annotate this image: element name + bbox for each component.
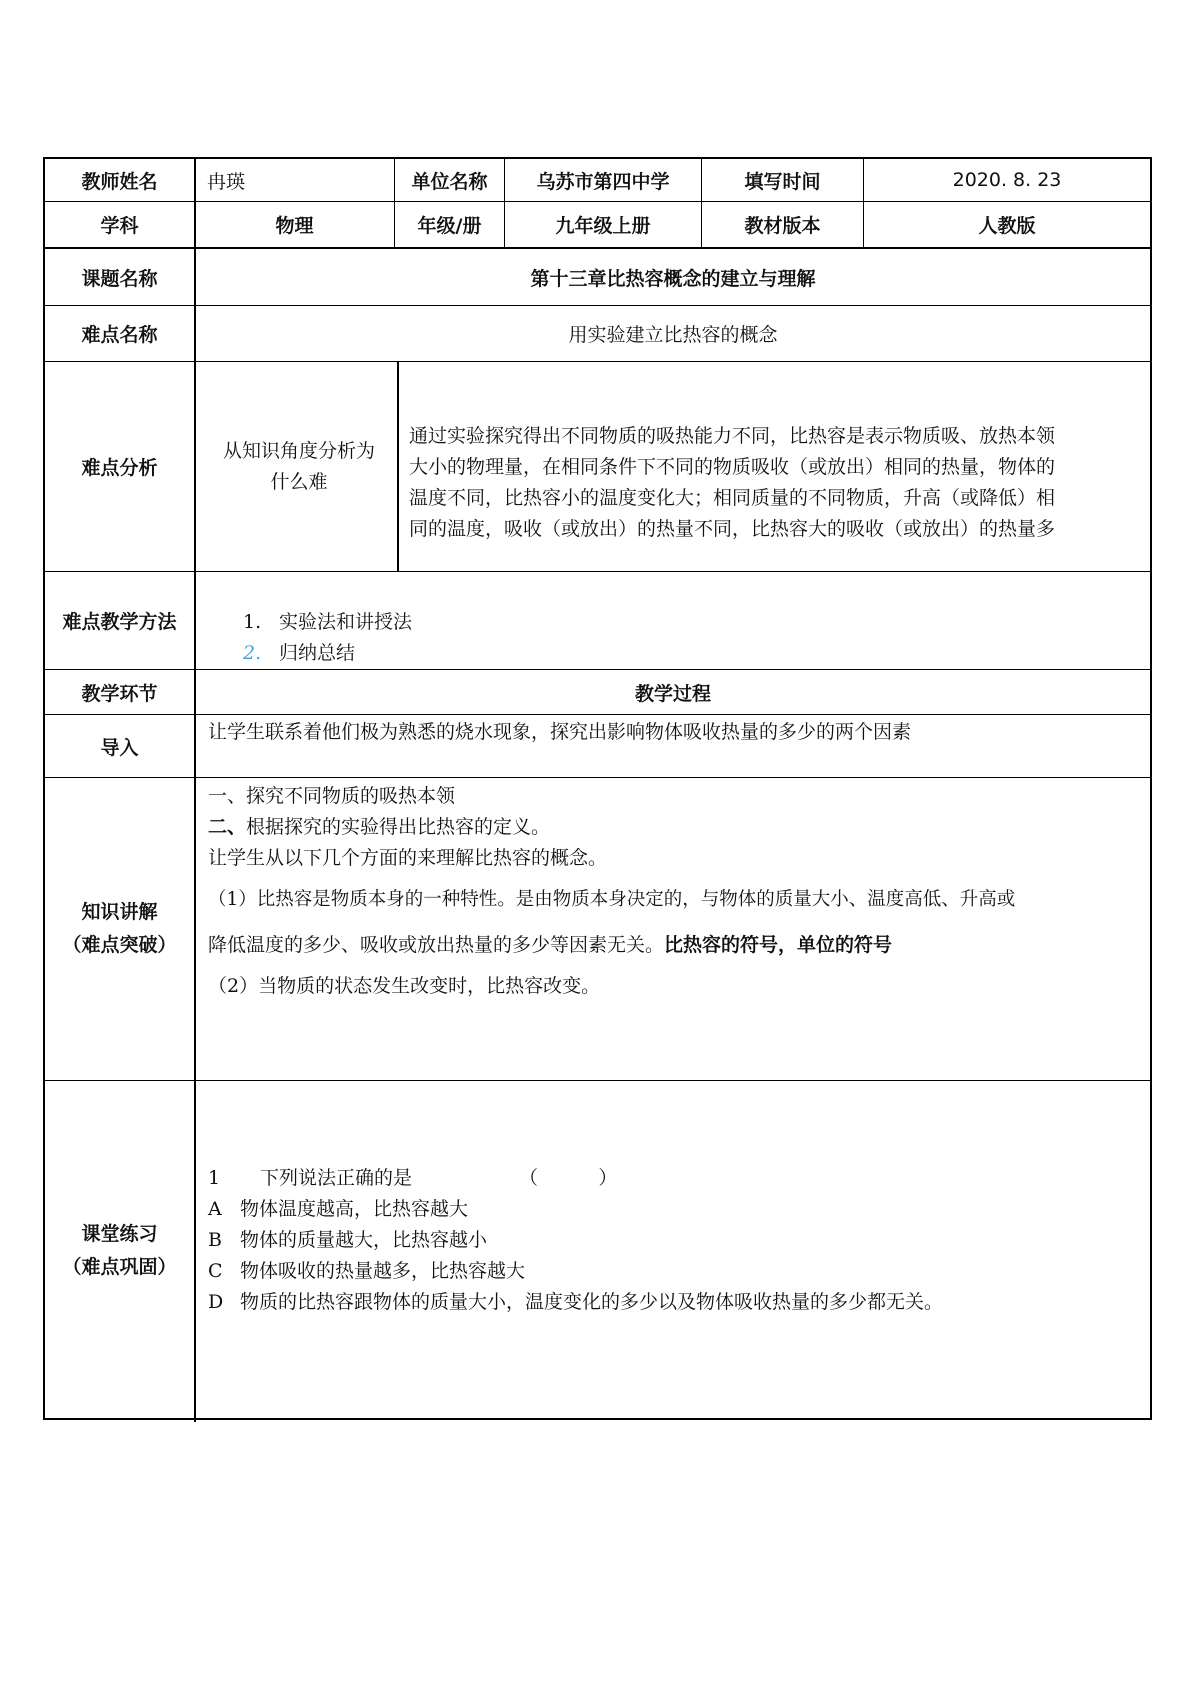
date-label: 填写时间 bbox=[744, 170, 821, 193]
knowledge-line: （2）当物质的状态发生改变时，比热容改变。 bbox=[208, 975, 601, 997]
option-key: A bbox=[208, 1198, 222, 1220]
list-item bbox=[243, 607, 843, 638]
option-item bbox=[208, 1287, 1148, 1318]
teacher-label: 教师姓名 bbox=[81, 170, 158, 193]
option-text: 物质的比热容跟物体的质量大小，温度变化的多少以及物体吸收热量的多少都无关。 bbox=[240, 1291, 944, 1313]
analysis-sub-label: 从知识角度分析为什么难 bbox=[222, 439, 375, 493]
practice-label bbox=[45, 1081, 194, 1420]
analysis-label: 难点分析 bbox=[81, 457, 158, 479]
process-value: 教学过程 bbox=[634, 682, 711, 705]
grade-value: 九年级上册 bbox=[555, 215, 651, 237]
list-text: 实验法和讲授法 bbox=[279, 611, 413, 633]
answer-bracket: （ ） bbox=[519, 1167, 618, 1189]
row-divider bbox=[45, 777, 1150, 778]
knowledge-label-main: 知识讲解 bbox=[81, 901, 158, 923]
knowledge-line: 二、根据探究的实验得出比热容的定义。 bbox=[208, 816, 551, 838]
option-item bbox=[208, 1256, 1148, 1287]
column-divider bbox=[397, 361, 399, 571]
knowledge-line: （1）比热容是物质本身的一种特性。是由物质本身决定的，与物体的质量大小、温度高低、升高或 bbox=[208, 889, 1016, 910]
knowledge-line: 降低温度的多少、吸收或放出热量的多少等因素无关。比热容的符号，单位的符号 bbox=[208, 934, 893, 956]
subject-label: 学科 bbox=[100, 215, 139, 237]
intro-label: 导入 bbox=[100, 736, 139, 759]
option-text: 物体温度越高，比热容越大 bbox=[240, 1198, 469, 1220]
unit-label: 单位名称 bbox=[411, 170, 488, 193]
method-label: 难点教学方法 bbox=[62, 611, 177, 633]
practice-question bbox=[208, 1163, 1148, 1318]
edition-label: 教材版本 bbox=[744, 215, 821, 237]
analysis-line: 温度不同，比热容小的温度变化大；相同质量的不同物质，升高（或降低）相 bbox=[409, 487, 1056, 509]
lesson-plan-table bbox=[43, 157, 1152, 1420]
knowledge-number: 二、 bbox=[208, 816, 247, 838]
option-text: 物体的质量越大，比热容越小 bbox=[240, 1229, 488, 1251]
grade-label: 年级/册 bbox=[417, 215, 482, 237]
difficulty-value: 用实验建立比热容的概念 bbox=[568, 324, 778, 346]
topic-label: 课题名称 bbox=[81, 267, 158, 290]
topic-value: 第十三章比热容概念的建立与理解 bbox=[530, 267, 816, 290]
intro-text: 让学生联系着他们极为熟悉的烧水现象，探究出影响物体吸收热量的多少的两个因素 bbox=[208, 721, 912, 743]
teacher-value: 冉瑛 bbox=[207, 170, 246, 193]
list-number: 2. bbox=[243, 642, 262, 664]
question-number: 1 bbox=[208, 1167, 221, 1189]
knowledge-line: 让学生从以下几个方面的来理解比热容的概念。 bbox=[208, 847, 608, 869]
unit-value: 乌苏市第四中学 bbox=[536, 170, 670, 193]
question-text: 下列说法正确的是 bbox=[260, 1167, 413, 1189]
option-key: B bbox=[208, 1229, 222, 1251]
knowledge-emphasis: 比热容的符号，单位的符号 bbox=[664, 934, 893, 956]
question-line bbox=[208, 1163, 1148, 1194]
edition-value: 人教版 bbox=[978, 215, 1036, 237]
row-divider bbox=[45, 571, 1150, 572]
knowledge-line: 一、探究不同物质的吸热本领 bbox=[208, 785, 456, 807]
knowledge-label-sub: （难点突破） bbox=[62, 934, 177, 956]
practice-label-sub: （难点巩固） bbox=[62, 1255, 177, 1278]
analysis-line: 通过实验探究得出不同物质的吸热能力不同，比热容是表示物质吸、放热本领 bbox=[409, 425, 1056, 447]
option-item bbox=[208, 1225, 1148, 1256]
option-key: C bbox=[208, 1260, 223, 1282]
row-divider bbox=[45, 1080, 1150, 1081]
method-list bbox=[243, 607, 843, 669]
list-text: 归纳总结 bbox=[279, 642, 356, 664]
analysis-line: 大小的物理量，在相同条件下不同的物质吸收（或放出）相同的热量，物体的 bbox=[409, 456, 1056, 478]
analysis-text bbox=[409, 421, 1149, 545]
knowledge-text bbox=[208, 781, 1148, 1002]
difficulty-label: 难点名称 bbox=[81, 324, 158, 346]
row-divider bbox=[45, 361, 1150, 362]
process-label: 教学环节 bbox=[81, 682, 158, 705]
list-item bbox=[243, 638, 843, 669]
analysis-line: 同的温度，吸收（或放出）的热量不同，比热容大的吸收（或放出）的热量多 bbox=[409, 518, 1056, 540]
row-divider bbox=[45, 714, 1150, 715]
option-key: D bbox=[208, 1291, 224, 1313]
option-text: 物体吸收的热量越多，比热容越大 bbox=[240, 1260, 526, 1282]
knowledge-label bbox=[45, 778, 194, 1080]
list-number: 1. bbox=[243, 611, 262, 633]
date-value: 2020. 8. 23 bbox=[952, 169, 1062, 191]
practice-label-main: 课堂练习 bbox=[81, 1222, 158, 1245]
option-item bbox=[208, 1194, 1148, 1225]
subject-value: 物理 bbox=[275, 215, 314, 237]
